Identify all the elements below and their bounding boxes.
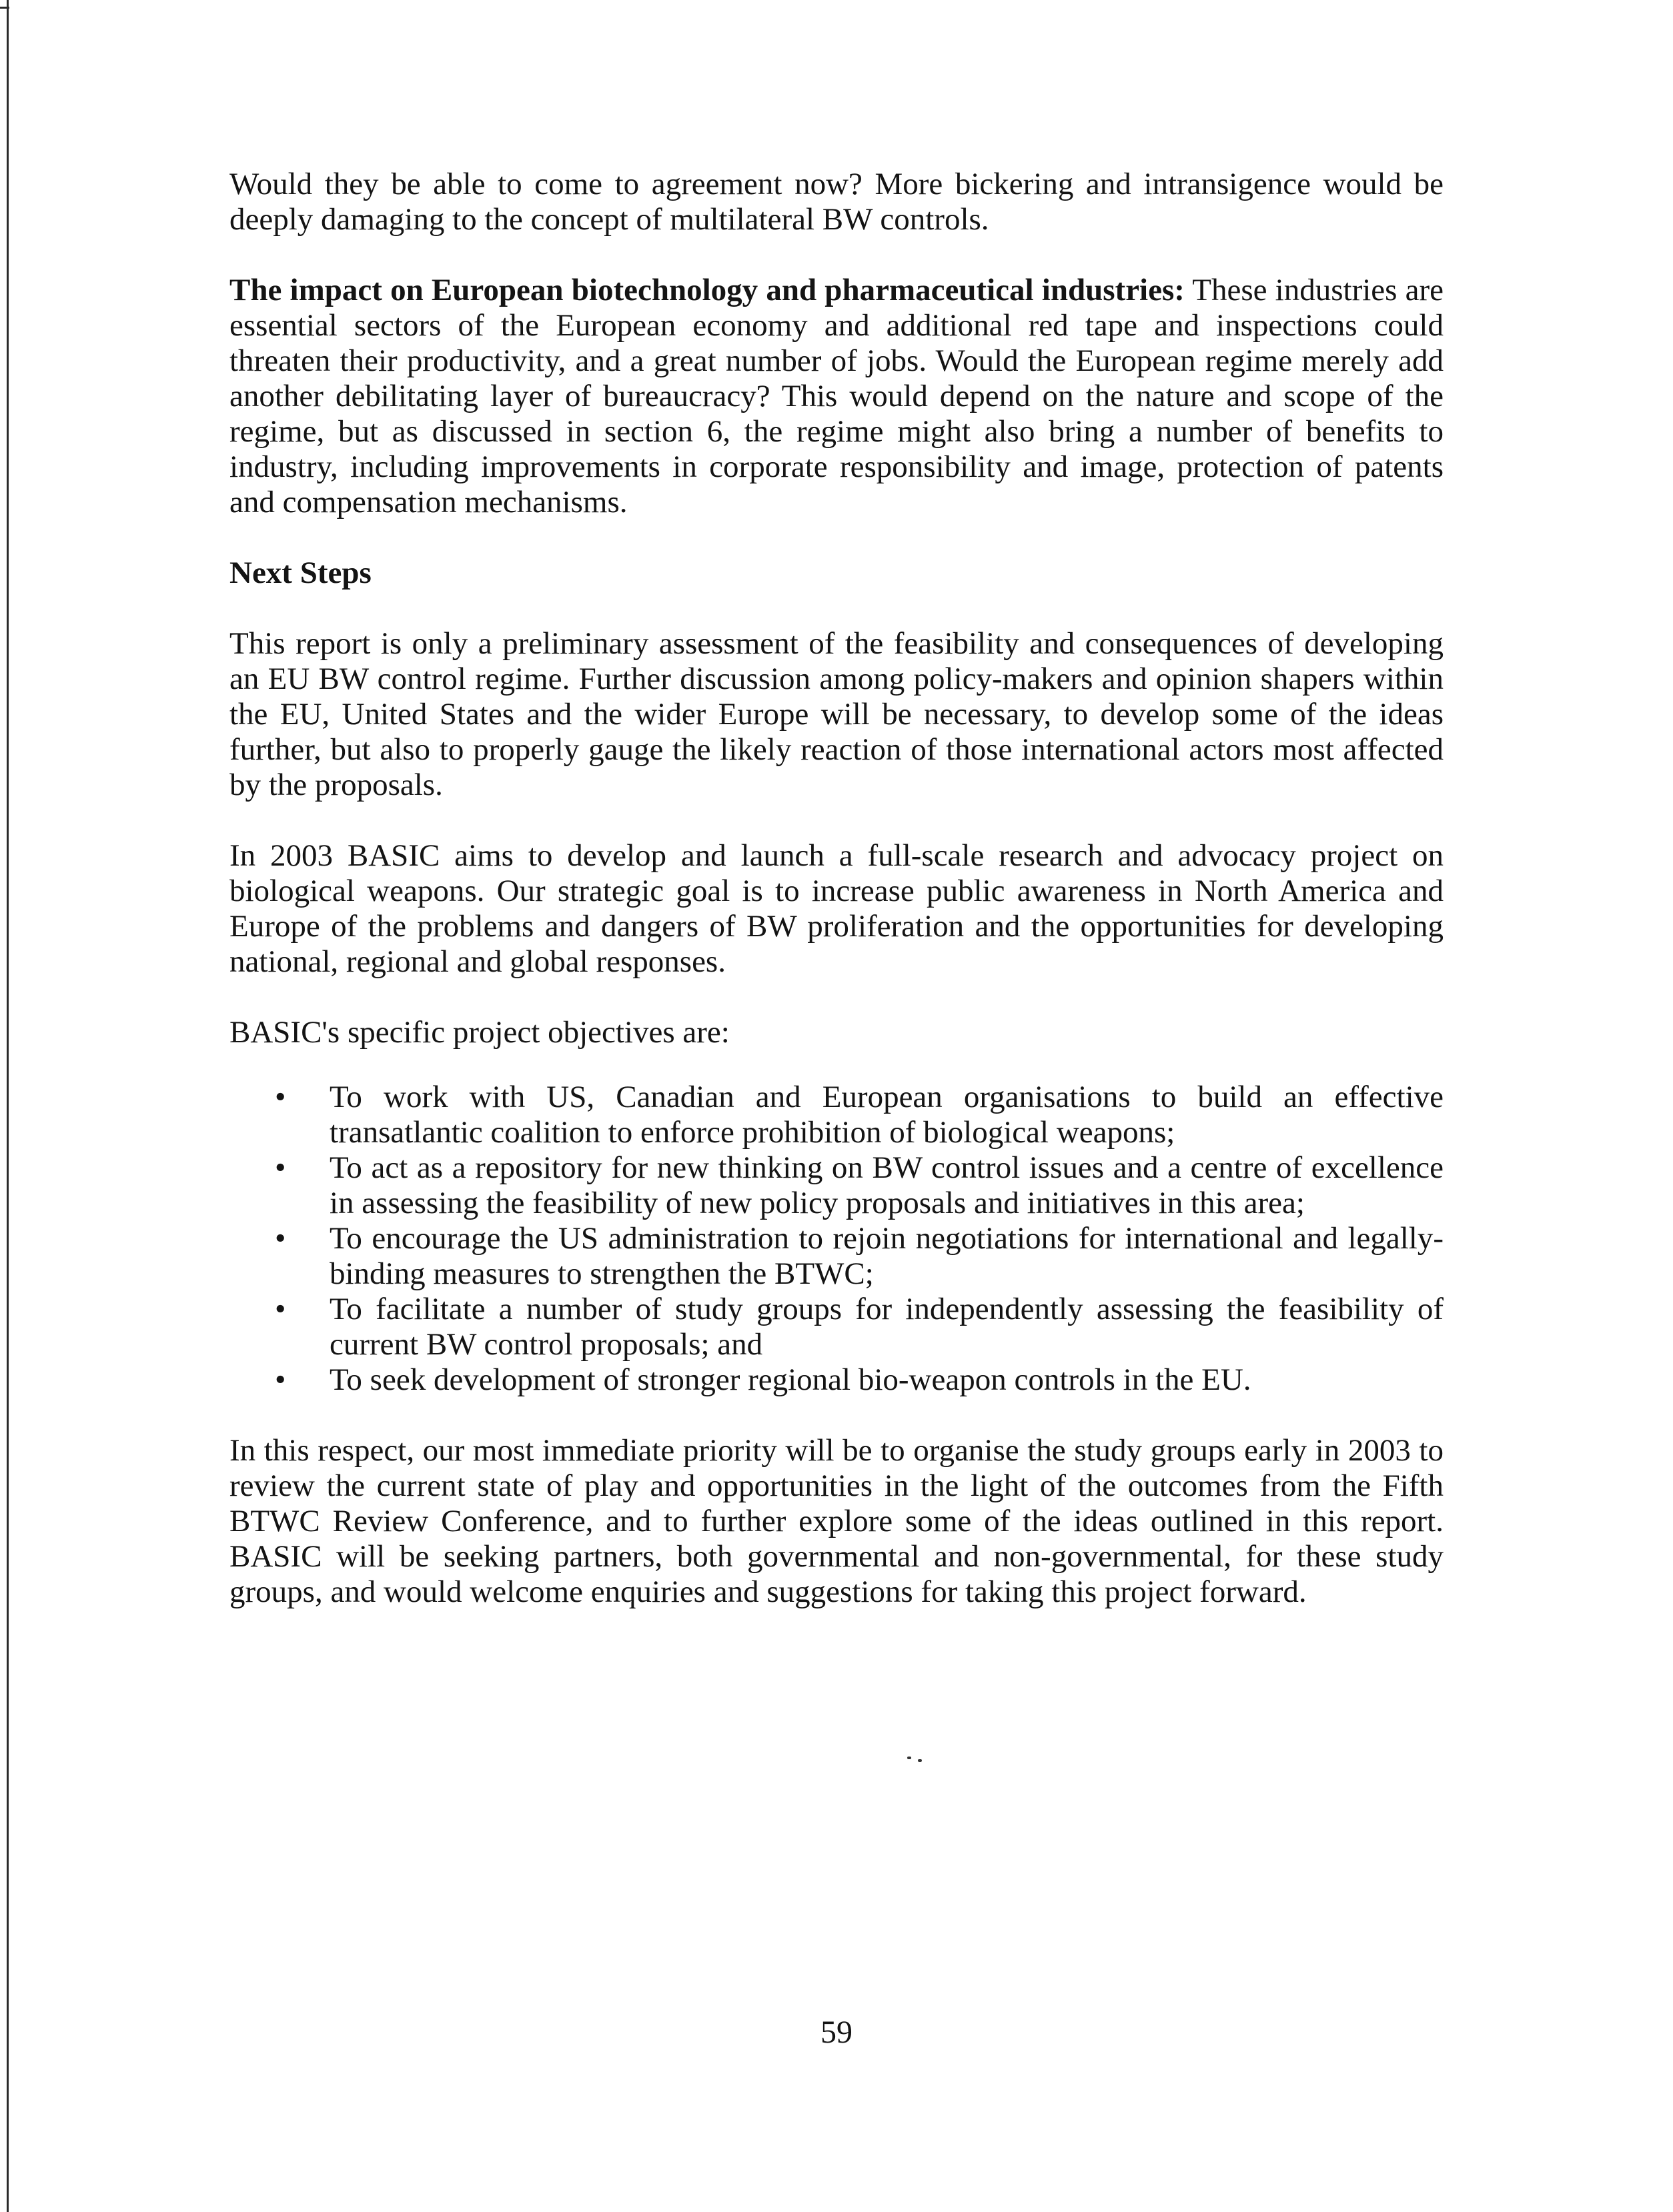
paragraph-industry-impact: [229, 273, 1444, 520]
objectives-intro: BASIC's specific project objectives are:: [229, 1015, 730, 1050]
document-body: [229, 167, 1444, 1645]
section-heading-next-steps: Next Steps: [229, 556, 372, 590]
list-item: [275, 1080, 1444, 1150]
bullet-icon: •: [275, 1080, 286, 1114]
bullet-icon: •: [275, 1221, 286, 1256]
bullet-icon: •: [275, 1362, 286, 1397]
paragraph-immediate-priority: In this respect, our most immediate priority will be to organise the study groups early in 2003 to review the current state of play and opportunities in the light of the outcomes from the Fifth BTWC Review Conference, and to further explore some of the ideas outlined in this report. BASIC will be seeking partners, both governmental and non-governmental, for these study groups, and would welcome enquiries and suggestions for taking this project forward.: [229, 1433, 1444, 1609]
paragraph-basic-aims: In 2003 BASIC aims to develop and launch a full-scale research and advocacy project on biological weapons. Our strategic goal is to increase public awareness in North America and Europe of the problems and dangers of BW proliferation and the opportunities for developing national, regional and global responses.: [229, 838, 1444, 979]
list-item: [275, 1362, 1444, 1398]
list-item: [275, 1221, 1444, 1292]
paragraph-agreement: Would they be able to come to agreement now? More bickering and intransigence would be deeply damaging to the concept of multilateral BW controls.: [229, 167, 1444, 237]
list-item: [275, 1150, 1444, 1221]
list-item: [275, 1292, 1444, 1362]
scan-speck: [918, 1759, 922, 1762]
paragraph-industry-text: These industries are essential sectors of the European economy and additional red tape and inspections could threaten their productivity, and a great number of jobs. Would the European regime merely add another debilitating layer of bureaucracy? This would depend on the nature and scope of the regime, but as discussed in section 6, the regime might also bring a number of benefits to industry, including improvements in corporate responsibility and image, protection of patents and compensation mechanisms.: [229, 273, 1444, 519]
objectives-list: [229, 1080, 1444, 1398]
paragraph-lead-heading: The impact on European biotechnology and pharmaceutical industries:: [229, 273, 1185, 307]
page-number: 59: [820, 2015, 853, 2050]
scan-edge-line: [7, 0, 9, 2212]
bullet-icon: •: [275, 1292, 286, 1326]
list-item-text: To encourage the US administration to rejoin negotiations for international and legally-binding measures to strengthen the BTWC;: [330, 1221, 1444, 1291]
scan-edge-mark: [0, 7, 9, 9]
list-item-text: To work with US, Canadian and European organisations to build an effective transatlantic coalition to enforce prohibition of biological weapons;: [330, 1080, 1444, 1150]
bullet-icon: •: [275, 1150, 286, 1185]
scan-speck: [907, 1757, 911, 1759]
list-item-text: To act as a repository for new thinking on BW control issues and a centre of excellence in assessing the feasibility of new policy proposals and initiatives in this area;: [330, 1150, 1444, 1220]
list-item-text: To seek development of stronger regional bio-weapon controls in the EU.: [330, 1362, 1251, 1397]
list-item-text: To facilitate a number of study groups for independently assessing the feasibility of current BW control proposals; and: [330, 1292, 1444, 1362]
paragraph-preliminary-assessment: This report is only a preliminary assessment of the feasibility and consequences of developing an EU BW control regime. Further discussion among policy-makers and opinion shapers within the EU, United States and the wider Europe will be necessary, to develop some of the ideas further, but also to properly gauge the likely reaction of those international actors most affected by the proposals.: [229, 626, 1444, 802]
